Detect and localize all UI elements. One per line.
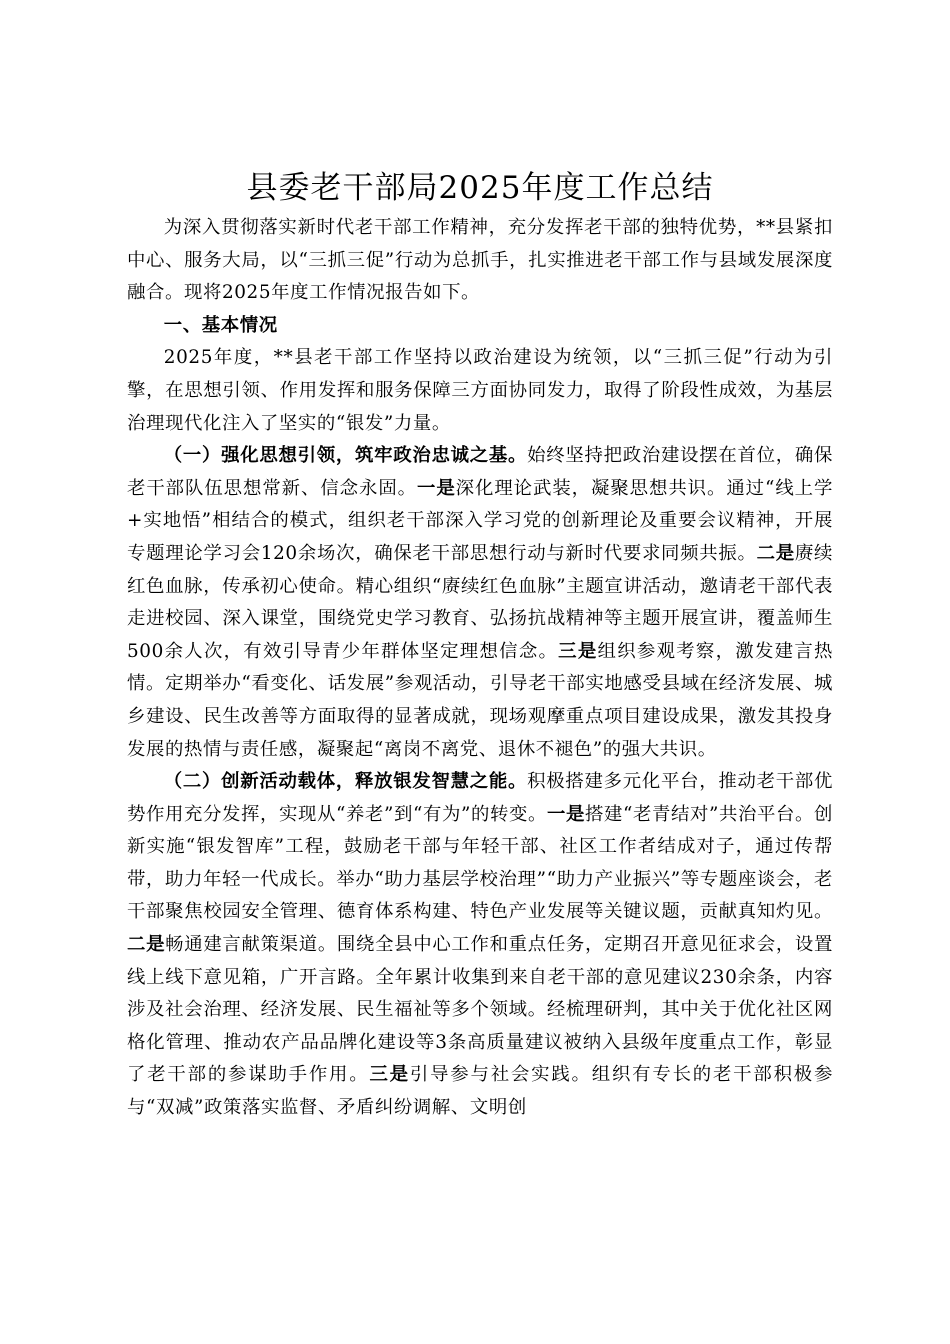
item-text: 畅通建言献策渠道。围绕全县中心工作和重点任务，定期召开意见征求会，设置线上线下意见箱，广开言路。全年累计收集到来自老干部的意见建议230余条，内容涉及社会治理、经济发展、民生福祉等多个领域。经梳理研判，其中关于优化社区网格化管理、推动农产品品牌化建设等3条高质量建议被纳入县级年度重点工作，彰显了老干部的参谋助手作用。	[127, 934, 833, 1086]
item-marker: 三是	[558, 640, 598, 662]
item-marker: 一是	[417, 477, 456, 499]
item-marker: 二是	[127, 934, 166, 956]
subsection-1-heading: （一）强化思想引领，筑牢政治忠诚之基。	[163, 445, 528, 467]
intro-paragraph: 为深入贯彻落实新时代老干部工作精神，充分发挥老干部的独特优势，**县紧扣中心、服务大局，以“三抓三促”行动为总抓手，扎实推进老干部工作与县域发展深度融合。现将2025年度工作情况报告如下。	[127, 217, 833, 304]
item-marker: 二是	[756, 542, 795, 564]
document-page	[127, 168, 833, 1125]
subsection-2-heading: （二）创新活动载体，释放银发智慧之能。	[163, 771, 528, 793]
section-summary-paragraph: 2025年度，**县老干部工作坚持以政治建设为统领，以“三抓三促”行动为引擎，在思想引领、作用发挥和服务保障三方面协同发力，取得了阶段性成效，为基层治理现代化注入了坚实的“银发”力量。	[127, 347, 833, 434]
subsection-1-lead: 始终坚持把政治建设摆在首位，确保老干部队伍思想常新、信念永固。	[127, 445, 833, 499]
subsection-2-paragraph	[127, 766, 833, 1125]
item-text: 组织参观考察，激发建言热情。定期举办“看变化、话发展”参观活动，引导老干部实地感受县域在经济发展、城乡建设、民生改善等方面取得的显著成就，现场观摩重点项目建设成果，激发其投身发展的热情与责任感，凝聚起“离岗不离党、退休不褪色”的强大共识。	[127, 640, 833, 760]
item-marker: 三是	[369, 1064, 410, 1086]
item-text: 引导参与社会实践。组织有专长的老干部积极参与“双减”政策落实监督、矛盾纠纷调解、文明创	[127, 1064, 833, 1119]
item-text: 赓续红色血脉，传承初心使命。精心组织“赓续红色血脉”主题宣讲活动，邀请老干部代表走进校园、深入课堂，围绕党史学习教育、弘扬抗战精神等主题开展宣讲，覆盖师生500余人次，有效引导青少年群体坚定理想信念。	[127, 542, 833, 662]
document-title: 县委老干部局2025年度工作总结	[246, 170, 714, 206]
item-text: 搭建“老青结对”共治平台。创新实施“银发智库”工程，鼓励老干部与年轻干部、社区工作者结成对子，通过传帮带，助力年轻一代成长。举办“助力基层学校治理”“助力产业振兴”等专题座谈会，老干部聚焦校园安全管理、德育体系构建、特色产业发展等关键议题，贡献真知灼见。	[127, 803, 833, 923]
item-marker: 一是	[547, 803, 585, 825]
subsection-2-lead: 积极搭建多元化平台，推动老干部优势作用充分发挥，实现从“养老”到“有为”的转变。	[127, 771, 833, 825]
subsection-1-paragraph	[127, 440, 833, 766]
section-heading-basic-situation: 一、基本情况	[163, 314, 278, 336]
item-text: 深化理论武装，凝聚思想共识。通过“线上学+实地悟”相结合的模式，组织老干部深入学习党的创新理论及重要会议精神，开展专题理论学习会120余场次，确保老干部思想行动与新时代要求同频共振。	[127, 477, 833, 564]
